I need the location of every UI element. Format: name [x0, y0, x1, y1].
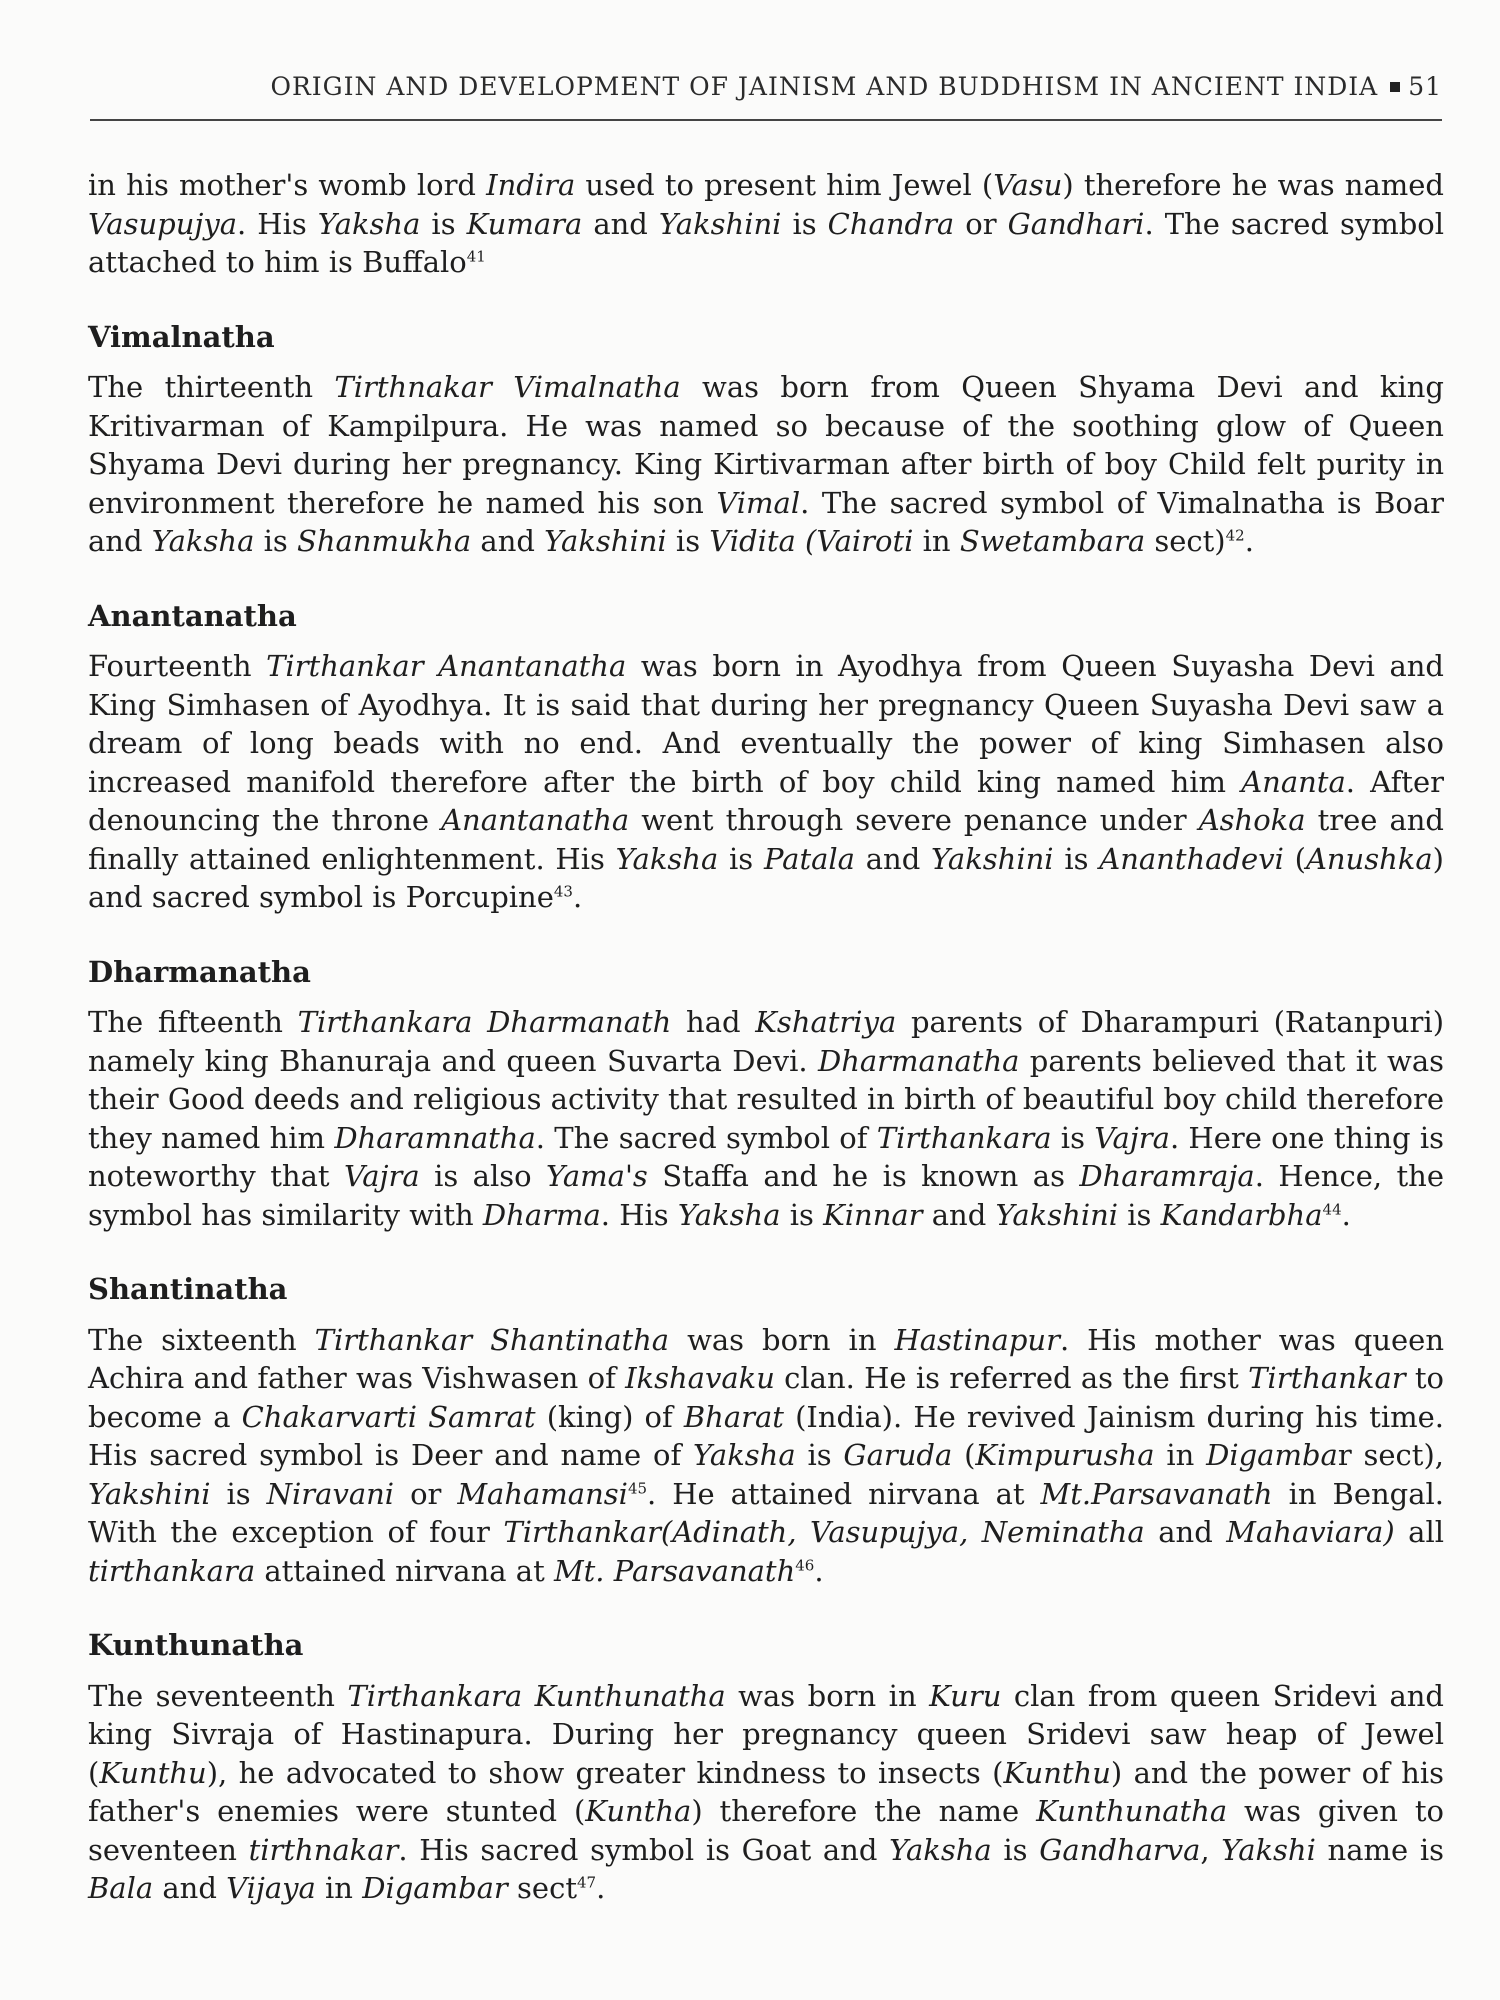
italic-term: Tirthankara: [876, 1120, 1052, 1155]
text-run: sect): [1145, 524, 1226, 558]
text-run: and: [1144, 1515, 1227, 1549]
text-run: ) and the power of his father's enemies were stunted (: [88, 1755, 1445, 1828]
text-run: ) and sacred symbol is Porcupine: [88, 841, 1444, 914]
text-run: is: [781, 206, 828, 241]
italic-term: Yaksha: [693, 1438, 796, 1472]
italic-term: Mt. Parsavanath: [553, 1553, 796, 1588]
text-run: and: [153, 1871, 227, 1905]
text-run: name is: [1315, 1832, 1445, 1867]
italic-term: Vidita (Vairoti: [709, 524, 914, 558]
italic-term: Yakshini: [88, 1476, 211, 1511]
italic-term: Bala: [88, 1871, 154, 1905]
italic-term: Mahaviara): [1226, 1515, 1395, 1549]
italic-term: Mahamansi: [457, 1476, 628, 1511]
italic-term: Gandharva: [1039, 1832, 1201, 1867]
italic-term: Kuntha: [585, 1794, 692, 1828]
text-run: parents believed that it was their Good deeds and religious activity that resulted in birth of beautiful boy child therefore they named him: [88, 1043, 1444, 1155]
text-run: r sect),: [1337, 1438, 1444, 1472]
section-heading: Vimalnatha: [88, 319, 275, 354]
text-run: and: [582, 206, 659, 241]
italic-term: Chakarvarti Samrat: [241, 1399, 536, 1434]
text-run: or: [954, 206, 1008, 241]
italic-term: Shanmukha: [296, 524, 472, 558]
text-run: in: [315, 1871, 363, 1905]
footnote-marker: 42: [1225, 526, 1245, 545]
section-heading: Kunthunatha: [88, 1628, 304, 1662]
section-heading: Shantinatha: [88, 1272, 288, 1306]
italic-term: Vasu: [993, 168, 1063, 202]
italic-term: Mt.Parsavanath: [1040, 1476, 1273, 1511]
text-run: tree and finally attained enlightenment. His: [88, 803, 1444, 876]
text-run: is: [780, 1197, 824, 1232]
section-paragraph: [88, 1003, 1444, 1234]
text-run: ) therefore the name: [691, 1794, 1037, 1828]
italic-term: Vajra: [343, 1159, 420, 1193]
text-run: .: [1341, 1197, 1351, 1232]
text-run: in: [1154, 1438, 1207, 1472]
italic-term: Tirthankar(Adinath, Vasupujya, Neminatha: [503, 1515, 1145, 1549]
italic-term: Vijaya: [226, 1871, 316, 1905]
running-header: [90, 72, 1442, 101]
italic-term: Swetambara: [959, 524, 1146, 558]
footnote-marker: 47: [576, 1873, 597, 1892]
section-dharmanatha: [88, 953, 1444, 1235]
section-shantinatha: [88, 1270, 1444, 1590]
text-run: . His: [237, 206, 318, 241]
text-run: (India). He revived Jainism during his time. His sacred symbol is Deer and name of: [88, 1399, 1444, 1472]
text-run: . He attained nirvana at: [647, 1476, 1041, 1511]
italic-term: Yaksha: [615, 841, 719, 876]
italic-term: Vasupujya: [88, 206, 238, 241]
italic-term: Yakshini: [658, 206, 782, 241]
text-run: Fourteenth: [88, 649, 267, 683]
italic-term: Digamba: [1206, 1438, 1338, 1472]
text-run: in his mother's womb lord: [88, 168, 487, 202]
text-run: was born in: [725, 1678, 930, 1713]
text-run: and: [922, 1197, 996, 1232]
text-run: is: [1053, 841, 1100, 876]
intro-paragraph: [88, 166, 1444, 282]
text-run: attained nirvana at: [255, 1553, 554, 1588]
text-run: . Hence, the symbol has similarity with: [88, 1159, 1444, 1232]
text-run: parents of Dharampuri (Ratanpuri) namely king Bhanuraja and queen Suvarta Devi.: [88, 1005, 1445, 1078]
italic-term: Garuda: [843, 1438, 953, 1472]
text-run: The sixteenth: [88, 1322, 315, 1357]
italic-term: Kandarbha: [1160, 1197, 1323, 1232]
text-run: .: [572, 880, 583, 914]
text-run: ,: [1200, 1832, 1222, 1867]
text-run: was born in: [669, 1322, 895, 1357]
text-run: in: [913, 524, 960, 558]
italic-term: Yaksha: [151, 524, 255, 558]
italic-term: Ananthadevi: [1099, 841, 1284, 876]
text-run: clan from queen Sridevi and king Sivraja of Hastinapura. During her pregnancy queen Sridevi saw heap of Jewel (: [88, 1678, 1444, 1790]
italic-term: tirthankara: [88, 1553, 256, 1588]
italic-term: Niravani: [266, 1476, 395, 1511]
text-run: . His: [600, 1197, 678, 1232]
text-run: is: [991, 1832, 1040, 1867]
text-run: . The sacred symbol attached to him is Buffalo: [88, 206, 1445, 279]
text-run: .: [1244, 524, 1254, 558]
text-run: ), he advocated to show greater kindness to insects (: [206, 1755, 1004, 1790]
text-run: all: [1394, 1515, 1445, 1549]
text-run: to become a: [88, 1361, 1444, 1434]
italic-term: Dharma: [482, 1197, 601, 1232]
text-run: Staffa and he is known as: [647, 1159, 1080, 1193]
text-run: clan. He is referred as the first: [774, 1361, 1249, 1395]
text-run: is: [718, 841, 764, 876]
italic-term: Kshatriya: [755, 1005, 897, 1039]
section-heading: Dharmanatha: [88, 954, 311, 989]
italic-term: Hastinapur: [894, 1322, 1060, 1357]
italic-term: Tirthnakar Vimalnatha: [334, 370, 681, 404]
text-run: . After denouncing the throne: [88, 764, 1444, 837]
italic-term: Indira: [486, 168, 576, 202]
text-run: is: [420, 206, 467, 241]
section-paragraph: [88, 1677, 1444, 1908]
text-run: is: [210, 1476, 267, 1511]
italic-term: Yakshi: [1221, 1832, 1316, 1867]
section-kunthunatha: [88, 1626, 1444, 1908]
italic-term: Vajra: [1094, 1120, 1170, 1155]
italic-term: Tirthankara Kunthunatha: [347, 1678, 726, 1713]
italic-term: Digambar: [362, 1871, 508, 1905]
section-paragraph: [88, 647, 1444, 917]
italic-term: Kunthu: [1003, 1755, 1111, 1790]
running-title: ORIGIN AND DEVELOPMENT OF JAINISM AND BUDDHISM IN ANCIENT INDIA: [270, 72, 1379, 101]
italic-term: Kunthu: [99, 1755, 207, 1790]
page-body: [88, 166, 1444, 1908]
italic-term: Anushka: [1305, 841, 1433, 876]
italic-term: Ashoka: [1198, 803, 1306, 837]
text-run: is: [795, 1438, 844, 1472]
text-run: went through severe penance under: [629, 803, 1199, 837]
text-run: is: [1051, 1120, 1095, 1155]
italic-term: Tirthankara Dharmanath: [297, 1005, 672, 1039]
italic-term: Kuru: [929, 1678, 1002, 1713]
text-run: (king) of: [535, 1399, 684, 1434]
italic-term: Yakshini: [544, 524, 667, 558]
text-run: . His mother was queen Achira and father was Vishwasen of: [88, 1322, 1444, 1395]
italic-term: Tirthankar Shantinatha: [314, 1322, 670, 1357]
text-run: is: [666, 524, 710, 558]
italic-term: Tirthankar Anantanatha: [266, 649, 627, 683]
section-anantanatha: [88, 597, 1444, 917]
italic-term: Kimpurusha: [975, 1438, 1155, 1472]
italic-term: Yaksha: [889, 1832, 992, 1867]
header-rule: [90, 119, 1442, 121]
section-vimalnatha: [88, 318, 1444, 561]
text-run: is: [254, 524, 297, 558]
text-run: .: [596, 1871, 606, 1905]
text-run: . His sacred symbol is Goat and: [398, 1832, 890, 1867]
text-run: . The sacred symbol of: [535, 1120, 877, 1155]
text-run: (: [952, 1438, 976, 1472]
section-paragraph: [88, 368, 1444, 561]
text-run: ) therefore he was named: [1062, 168, 1444, 202]
italic-term: Kinnar: [823, 1197, 923, 1232]
text-run: The seventeenth: [88, 1678, 348, 1713]
text-run: . Here one thing is noteworthy that: [88, 1120, 1444, 1193]
italic-term: tirthnakar: [248, 1832, 399, 1867]
italic-term: Gandhari: [1007, 206, 1145, 241]
section-heading: Anantanatha: [88, 598, 297, 633]
italic-term: Yaksha: [317, 206, 421, 241]
italic-term: Anantanatha: [441, 803, 630, 837]
footnote-marker: 41: [466, 247, 486, 266]
text-run: was given to seventeen: [88, 1794, 1445, 1867]
page-number: 51: [1408, 72, 1442, 101]
italic-term: Vimal: [716, 485, 801, 520]
italic-term: Dharmanatha: [817, 1043, 1020, 1078]
section-paragraph: [88, 1321, 1444, 1591]
text-run: The thirteenth: [88, 370, 335, 404]
text-run: .: [814, 1553, 824, 1588]
text-run: The fifteenth: [88, 1005, 298, 1039]
text-run: and: [854, 841, 932, 876]
italic-term: Ikshavaku: [625, 1361, 775, 1395]
italic-term: Tirthankar: [1248, 1361, 1406, 1395]
italic-term: Dharamraja: [1079, 1159, 1255, 1193]
italic-term: Yakshini: [995, 1197, 1119, 1232]
footnote-marker: 44: [1322, 1199, 1342, 1218]
italic-term: Ananta: [1241, 764, 1346, 799]
italic-term: Yama's: [545, 1159, 648, 1193]
italic-term: Dharamnatha: [334, 1120, 536, 1155]
italic-term: Yaksha: [677, 1197, 781, 1232]
text-run: . The sacred symbol of Vimalnatha is Boar and: [88, 485, 1444, 558]
footnote-marker: 45: [627, 1478, 648, 1497]
text-run: is: [1118, 1197, 1161, 1232]
text-run: was born in Ayodhya from Queen Suyasha Devi and King Simhasen of Ayodhya. It is said that during her pregnancy Queen Suyasha Devi saw a dream of long beads with no end. And eventually the power of king Simhasen also increased manifold therefore after the birth of boy child king named him: [88, 649, 1444, 799]
text-run: and: [471, 524, 545, 558]
text-run: in Bengal. With the exception of four: [88, 1476, 1445, 1549]
italic-term: Kunthunatha: [1036, 1794, 1228, 1828]
italic-term: Patala: [763, 841, 855, 876]
square-bullet-icon: [1390, 82, 1400, 92]
footnote-marker: 43: [553, 882, 573, 901]
italic-term: Yakshini: [931, 841, 1054, 876]
text-run: sect: [507, 1871, 577, 1905]
italic-term: Bharat: [683, 1399, 784, 1434]
italic-term: Chandra: [827, 206, 955, 241]
text-run: (: [1283, 841, 1306, 876]
text-run: or: [394, 1476, 458, 1511]
text-run: is also: [419, 1159, 546, 1193]
text-run: had: [671, 1005, 756, 1039]
footnote-marker: 46: [795, 1555, 815, 1574]
text-run: was born from Queen Shyama Devi and king Kritivarman of Kampilpura. He was named so because of the soothing glow of Queen Shyama Devi during her pregnancy. King Kirtivarman after birth of boy Child felt purity in environment therefore he named his son: [88, 370, 1444, 520]
italic-term: Kumara: [466, 206, 583, 241]
text-run: used to present him Jewel (: [575, 168, 994, 202]
